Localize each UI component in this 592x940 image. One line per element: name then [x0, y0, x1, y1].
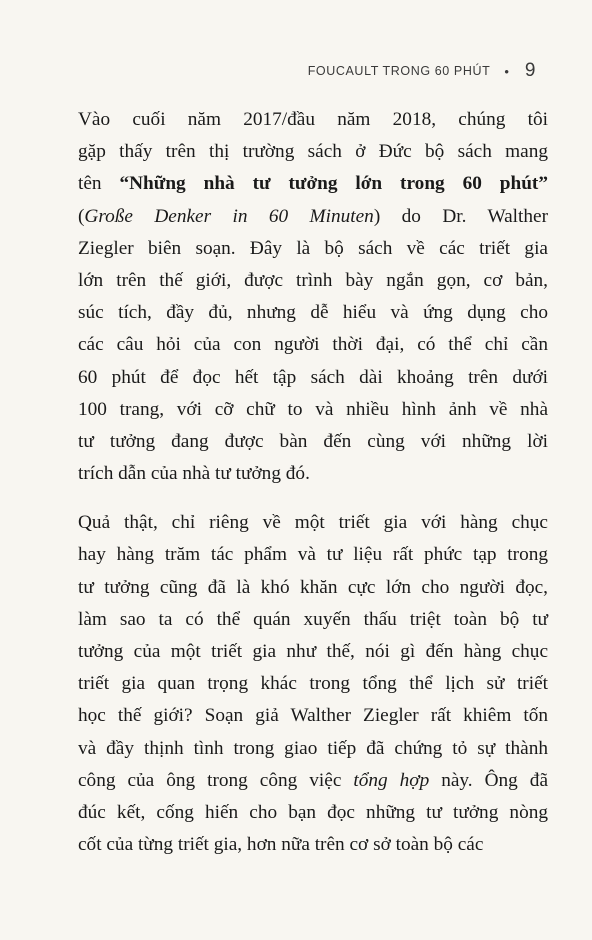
text-run: cốt của từng triết gia, hơn nữa trên cơ sở toàn bộ các [78, 834, 484, 856]
text-line [78, 394, 548, 426]
text-line [78, 104, 548, 136]
text-run: 60 phút để đọc hết tập sách dài khoảng trên dưới [78, 366, 548, 388]
text-line [78, 168, 548, 200]
text-run: tưởng của một triết gia như thế, nói gì đến hàng chục [78, 641, 548, 662]
text-line [78, 201, 548, 233]
text-run: súc tích, đầy đủ, nhưng dễ hiểu và ứng dụng cho [78, 302, 548, 324]
text-line [78, 458, 548, 490]
text-run: đúc kết, cống hiến cho bạn đọc những tư tưởng nòng [78, 801, 548, 823]
text-line [78, 297, 548, 329]
text-run: ( [78, 205, 85, 227]
text-run: này. Ông đã [429, 769, 549, 791]
text-run: Vào cuối năm 2017/đầu năm 2018, chúng tôi [78, 109, 548, 130]
text-line [78, 136, 548, 168]
running-title: FOUCAULT TRONG 60 PHÚT [307, 64, 491, 78]
text-run: làm sao ta có thể quán xuyến thấu triệt toàn bộ tư [78, 608, 548, 630]
paragraph [78, 507, 548, 861]
text-line [78, 233, 548, 265]
page-number: 9 [524, 60, 536, 81]
text-line [78, 507, 548, 539]
text-line [78, 572, 548, 604]
italic-text: tổng hợp [353, 769, 430, 791]
body-text [78, 104, 548, 861]
text-line [78, 668, 548, 700]
text-line [78, 265, 548, 297]
text-line [78, 765, 548, 797]
text-run: hay hàng trăm tác phẩm và tư liệu rất phức tạp trong [78, 544, 548, 566]
text-line [78, 604, 548, 636]
text-run: công của ông trong công việc [78, 769, 354, 791]
text-run: Quả thật, chỉ riêng về một triết gia với hàng chục [78, 512, 548, 534]
header-separator: • [504, 63, 509, 79]
text-line [78, 329, 548, 361]
text-run: tư tưởng cũng đã là khó khăn cực lớn cho người đọc, [78, 576, 548, 598]
text-line [78, 733, 548, 765]
text-run: Ziegler biên soạn. Đây là bộ sách về các triết gia [78, 237, 548, 259]
text-run: 100 trang, với cỡ chữ to và nhiều hình ảnh về nhà [78, 398, 548, 420]
text-run: triết gia quan trọng khác trong tổng thể lịch sử triết [78, 673, 548, 695]
text-run: tư tưởng đang được bàn đến cùng với những lời [78, 430, 548, 452]
text-line [78, 539, 548, 571]
text-line [78, 636, 548, 668]
italic-text: Große Denker in 60 Minuten [84, 205, 374, 227]
text-run: ) do Dr. Walther [373, 205, 549, 227]
text-run: tên [78, 173, 120, 195]
text-run: lớn trên thế giới, được trình bày ngắn gọn, cơ bản, [78, 269, 548, 291]
text-line [78, 362, 548, 394]
text-run: học thế giới? Soạn giả Walther Ziegler rất khiêm tốn [78, 705, 548, 727]
text-line [78, 700, 548, 732]
text-run: trích dẫn của nhà tư tưởng đó. [78, 463, 310, 485]
paragraph [78, 104, 548, 490]
text-run: các câu hỏi của con người thời đại, có thể chỉ cần [78, 334, 548, 356]
text-run: gặp thấy trên thị trường sách ở Đức bộ sách mang [78, 141, 548, 163]
text-line [78, 829, 548, 861]
text-line [78, 426, 548, 458]
running-header [308, 60, 536, 82]
text-line [78, 797, 548, 829]
text-run: và đầy thịnh tình trong giao tiếp đã chứng tỏ sự thành [78, 737, 548, 759]
bold-text: “Những nhà tư tưởng lớn trong 60 phút” [119, 173, 548, 195]
